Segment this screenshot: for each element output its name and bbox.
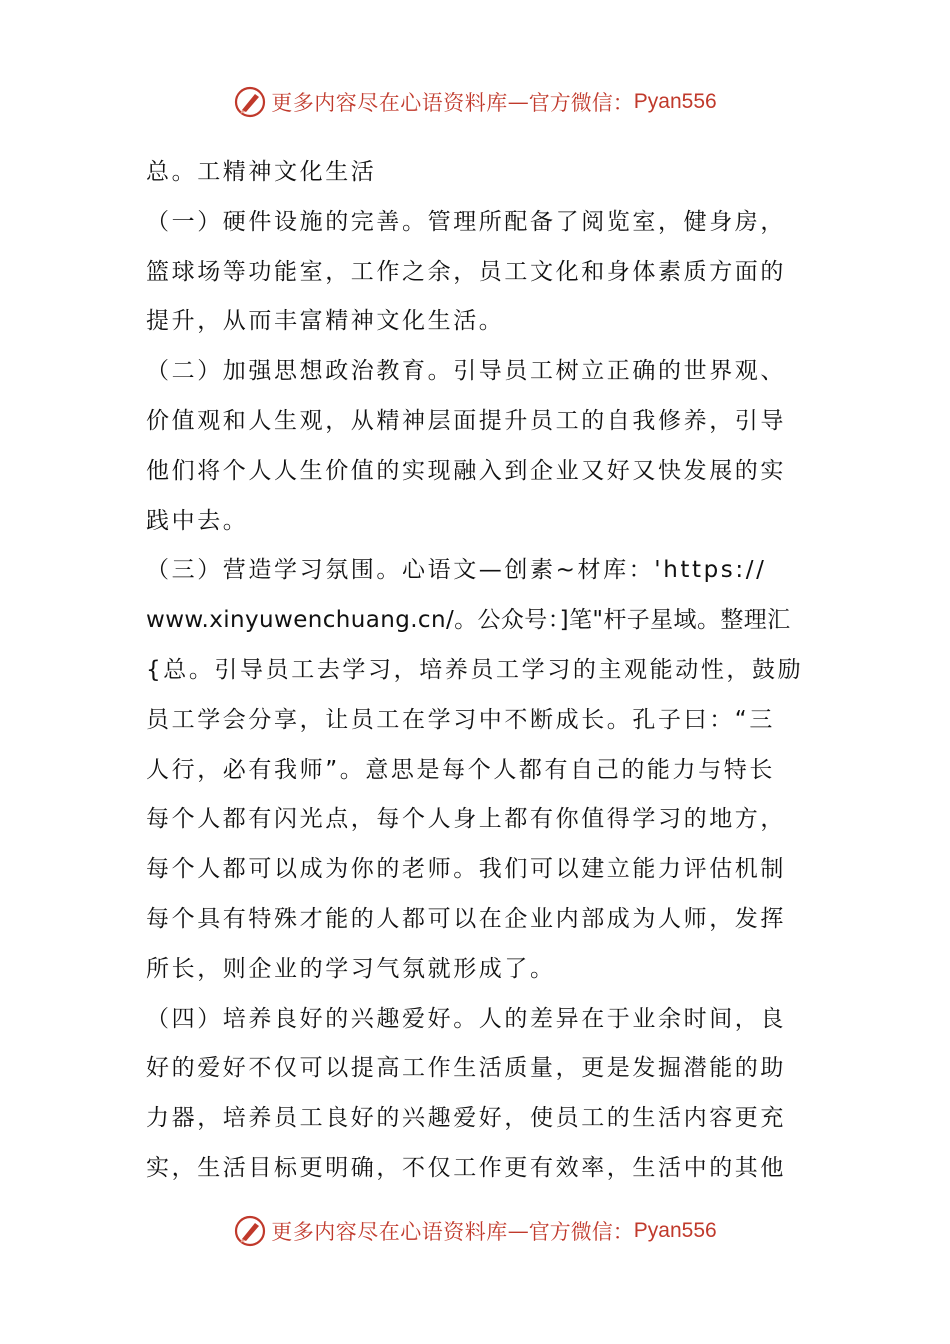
footer-banner (0, 1211, 950, 1251)
body-line-17: 所长，则企业的学习气氛就形成了。 (146, 955, 556, 982)
body-line-4: 提升，从而丰富精神文化生活。 (146, 308, 505, 335)
body-line-13: 人行，必有我师”。意思是每个人都有自己的能力与特长 (146, 756, 775, 783)
body-line-18: （四）培养良好的兴趣爱好。人的差异在于业余时间，良 (146, 1005, 786, 1032)
footer-wechat-id: Pyan556 (633, 1219, 717, 1242)
body-line-11: {总。引导员工去学习，培养员工学习的主观能动性，鼓励 (146, 656, 804, 683)
body-line-21: 实，生活目标更明确，不仅工作更有效率，生活中的其他 (146, 1154, 786, 1181)
body-line-19: 好的爱好不仅可以提高工作生活质量，更是发掘潜能的助 (146, 1055, 786, 1082)
body-line-20: 力器，培养员工良好的兴趣爱好，使员工的生活内容更充 (146, 1105, 786, 1132)
body-line-15: 每个人都可以成为你的老师。我们可以建立能力评估机制 (146, 856, 786, 883)
body-line-16: 每个具有特殊才能的人都可以在企业内部成为人师，发挥 (146, 905, 786, 932)
document-body (146, 148, 806, 1194)
footer-wechat-label: 官方微信： (528, 1220, 634, 1244)
body-line-1: 总。工精神文化生活 (146, 159, 377, 185)
body-line-10: www.xinyuwenchuang.cn/。公众号：]笔"杆子星域。整理汇 (146, 607, 791, 634)
body-line-14: 每个人都有闪光点，每个人身上都有你值得学习的地方， (146, 806, 786, 833)
header-banner-separator: — (507, 90, 529, 114)
body-line-8: 践中去。 (146, 507, 249, 534)
header-wechat-id: Pyan556 (633, 90, 717, 113)
pen-logo-icon (233, 85, 267, 119)
body-line-12: 员工学会分享，让员工在学习中不断成长。孔子曰：“三 (146, 706, 775, 733)
body-line-5: （二）加强思想政治教育。引导员工树立正确的世界观、 (146, 358, 786, 385)
header-banner (0, 82, 950, 122)
pen-logo-icon (233, 1214, 267, 1248)
body-line-9: （三）营造学习氛围。心语文—创素~材库：'https:// (146, 557, 767, 584)
header-banner-text: 更多内容尽在心语资料库 (271, 91, 508, 115)
footer-banner-separator: — (507, 1219, 529, 1243)
header-wechat-label: 官方微信： (528, 91, 634, 115)
footer-banner-text: 更多内容尽在心语资料库 (271, 1220, 508, 1244)
body-line-7: 他们将个人人生价值的实现融入到企业又好又快发展的实 (146, 457, 786, 484)
body-line-3: 篮球场等功能室，工作之余，员工文化和身体素质方面的 (146, 258, 786, 285)
body-line-2: （一）硬件设施的完善。管理所配备了阅览室，健身房， (146, 208, 786, 235)
body-line-6: 价值观和人生观，从精神层面提升员工的自我修养，引导 (146, 407, 786, 434)
